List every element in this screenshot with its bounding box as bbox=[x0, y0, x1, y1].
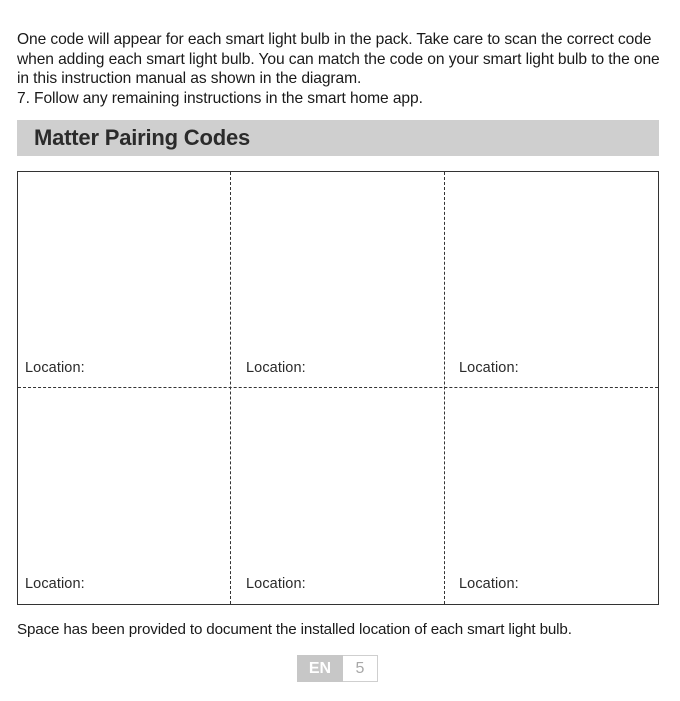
page-badge bbox=[297, 655, 378, 682]
section-title: Matter Pairing Codes bbox=[34, 125, 251, 150]
location-label: Location: bbox=[459, 576, 519, 592]
intro-paragraph: One code will appear for each smart light bulb in the pack. Take care to scan the correct code when adding each smart light bulb. You can match the code on your smart light bulb to the one in this instruction manual as shown in the diagram. bbox=[17, 31, 660, 87]
location-label: Location: bbox=[246, 360, 306, 376]
pairing-code-cell-4 bbox=[18, 388, 228, 602]
pairing-code-cell-3 bbox=[445, 172, 655, 386]
pairing-code-cell-2 bbox=[231, 172, 441, 386]
section-header-bar bbox=[17, 120, 659, 156]
pairing-code-cell-6 bbox=[445, 388, 655, 602]
page-number: 5 bbox=[343, 655, 378, 682]
pairing-code-grid bbox=[17, 171, 659, 605]
footnote: Space has been provided to document the installed location of each smart light bulb. bbox=[17, 621, 572, 638]
pairing-code-cell-1 bbox=[18, 172, 228, 386]
location-label: Location: bbox=[25, 576, 85, 592]
intro-text bbox=[17, 30, 667, 108]
location-label: Location: bbox=[459, 360, 519, 376]
location-label: Location: bbox=[25, 360, 85, 376]
location-label: Location: bbox=[246, 576, 306, 592]
language-badge: EN bbox=[297, 655, 343, 682]
pairing-code-cell-5 bbox=[231, 388, 441, 602]
instruction-step-7: 7. Follow any remaining instructions in the smart home app. bbox=[17, 89, 423, 107]
